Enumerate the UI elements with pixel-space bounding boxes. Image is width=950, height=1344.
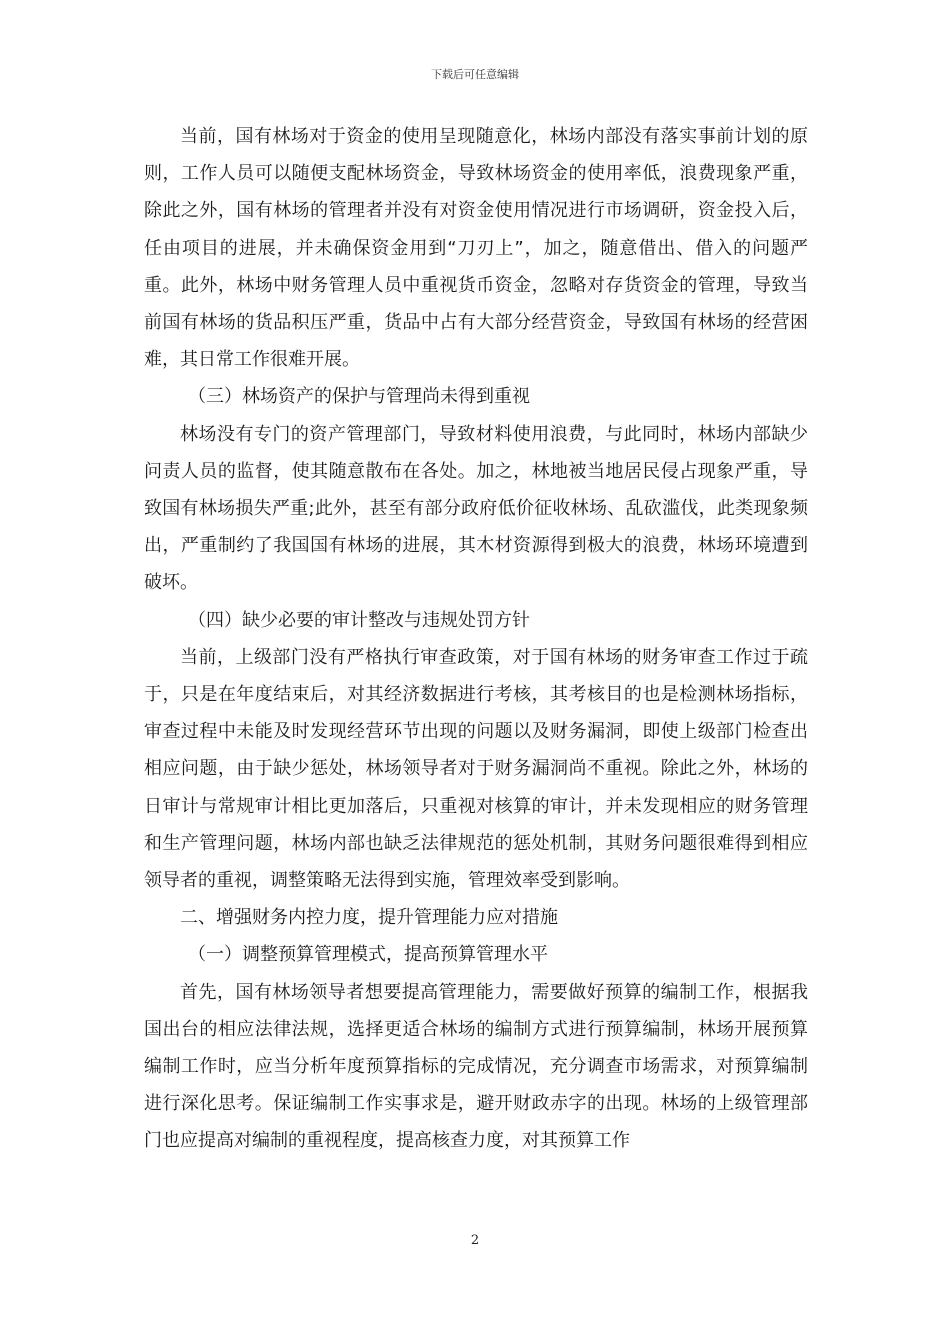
section-heading: （四）缺少必要的审计整改与违规处罚方针 xyxy=(188,609,530,631)
chapter-heading: 二、增强财务内控力度，提升管理能力应对措施 xyxy=(180,907,558,929)
section-heading: （一）调整预算管理模式，提高预算管理水平 xyxy=(188,944,548,966)
section-heading: （三）林场资产的保护与管理尚未得到重视 xyxy=(188,386,530,408)
paragraph: 首先，国有林场领导者想要提高管理能力，需要做好预算的编制工作，根据我国出台的相应法律法规，选择更适合林场的编制方式进行预算编制，林场开展预算编制工作时，应当分析年度预算指标的完成情况，充分调查市场需求，对预算编制进行深化思考。保证编制工作实事求是，避开财政赤字的出现。林场的上级管理部门也应提高对编制的重视程度，提高核查力度，对其预算工作 xyxy=(144,981,808,1152)
paragraph: 林场没有专门的资产管理部门，导致材料使用浪费，与此同时，林场内部缺少问责人员的监督，使其随意散布在各处。加之，林地被当地居民侵占现象严重，导致国有林场损失严重;此外，甚至有部分政府低价征收林场、乱砍滥伐，此类现象频出，严重制约了我国国有林场的进展，其木材资源得到极大的浪费，林场环境遭到破坏。 xyxy=(144,423,808,594)
paragraph: 当前，上级部门没有严格执行审查政策，对于国有林场的财务审查工作过于疏于，只是在年度结束后，对其经济数据进行考核，其考核目的也是检测林场指标，审查过程中未能及时发现经营环节出现的问题以及财务漏洞，即使上级部门检查出相应问题，由于缺少惩处，林场领导者对于财务漏洞尚不重视。除此之外，林场的日审计与常规审计相比更加落后，只重视对核算的审计，并未发现相应的财务管理和生产管理问题，林场内部也缺乏法律规范的惩处机制，其财务问题很难得到相应领导者的重视，调整策略无法得到实施，管理效率受到影响。 xyxy=(144,646,808,892)
page-header: 下载后可任意编辑 xyxy=(431,68,519,81)
document-body xyxy=(144,118,808,1160)
page-number: 2 xyxy=(470,1233,480,1248)
paragraph: 当前，国有林场对于资金的使用呈现随意化，林场内部没有落实事前计划的原则，工作人员可以随便支配林场资金，导致林场资金的使用率低，浪费现象严重，除此之外，国有林场的管理者并没有对资金使用情况进行市场调研，资金投入后，任由项目的进展，并未确保资金用到“刀刃上”，加之，随意借出、借入的问题严重。此外，林场中财务管理人员中重视货币资金，忽略对存货资金的管理，导致当前国有林场的货品积压严重，货品中占有大部分经营资金，导致国有林场的经营困难，其日常工作很难开展。 xyxy=(144,126,808,371)
